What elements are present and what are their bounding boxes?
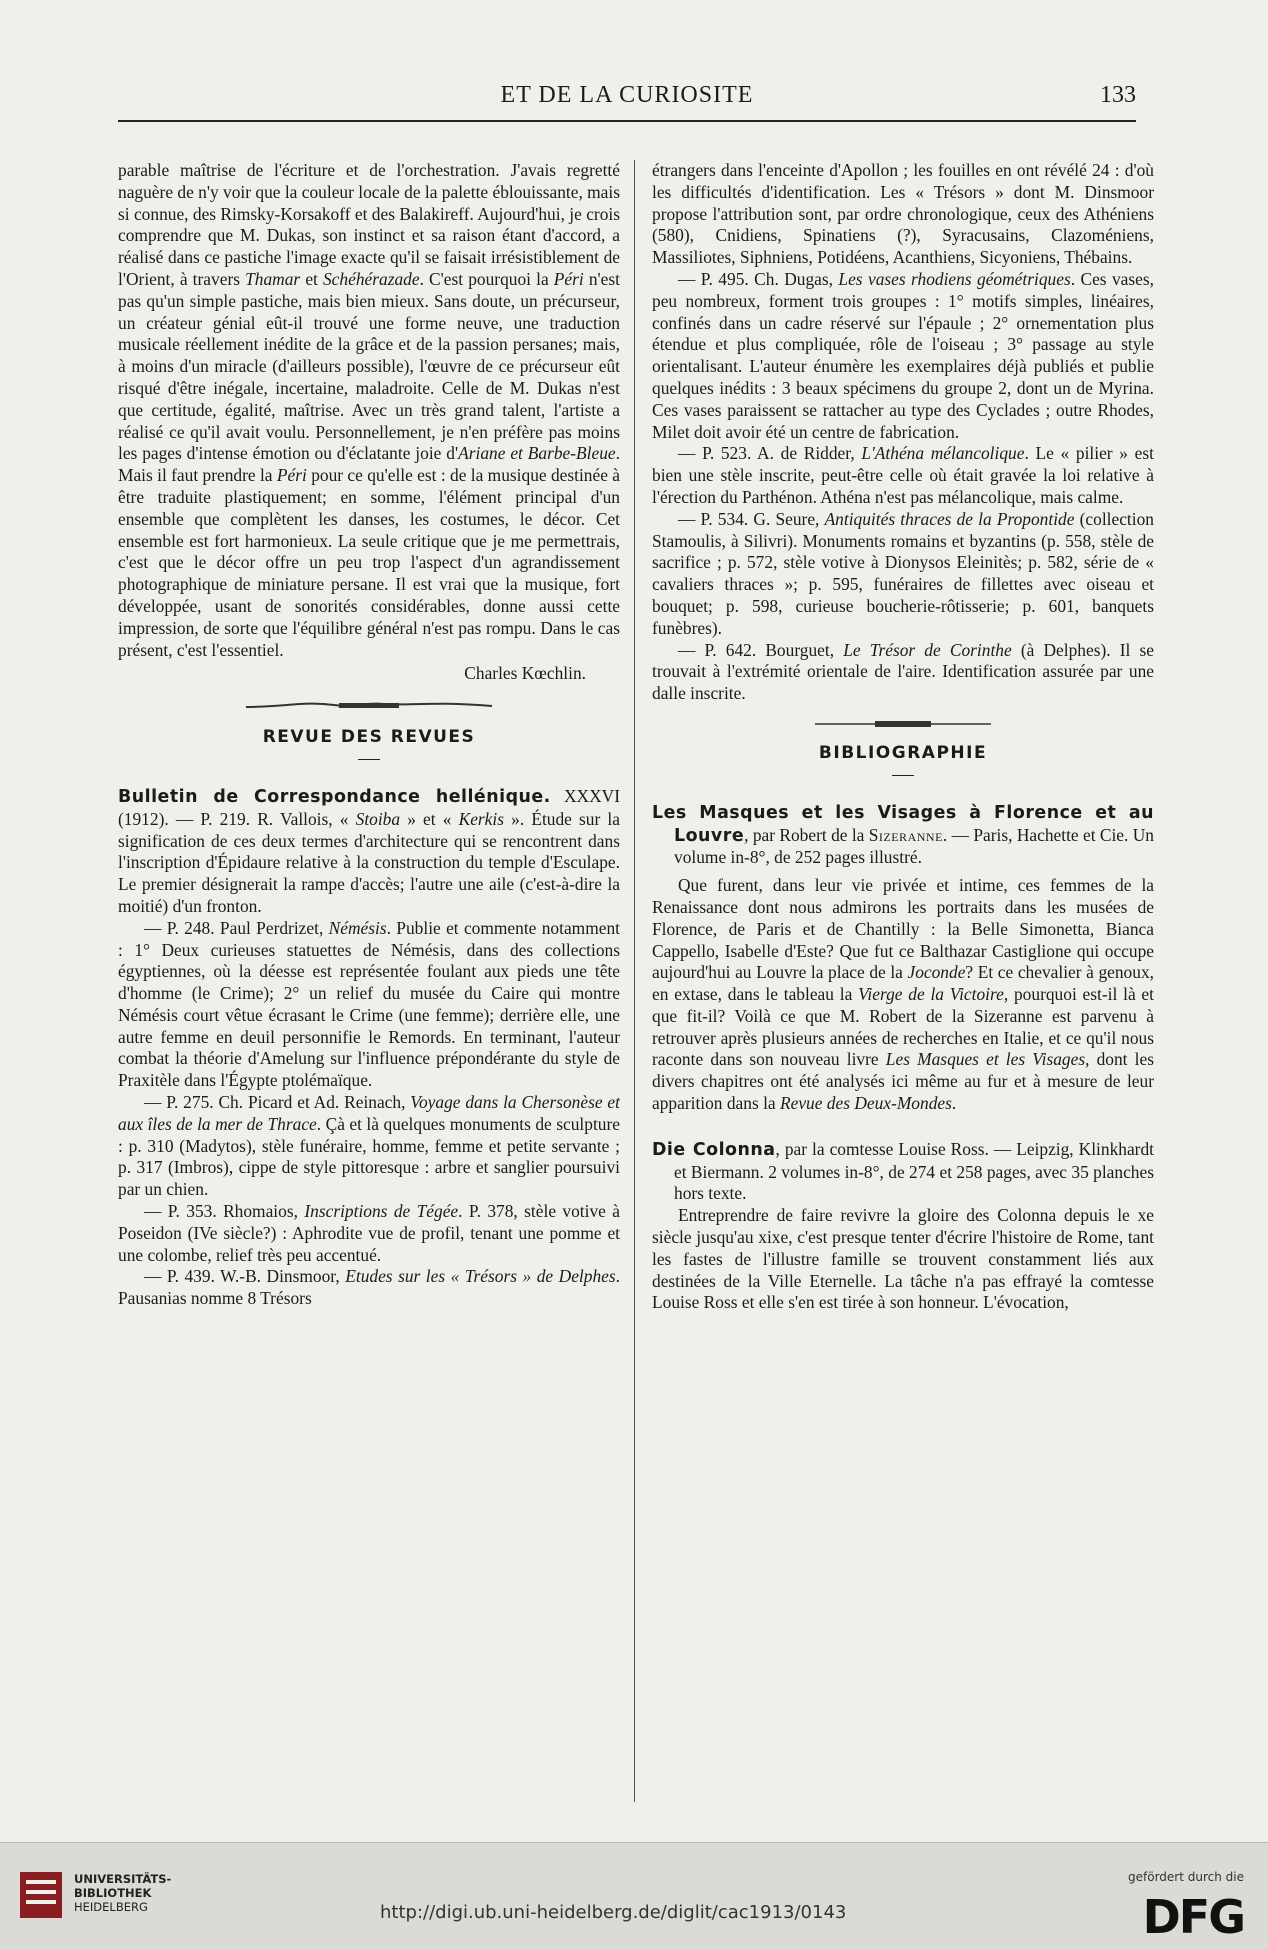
dinsmoor-entry: — P. 439. W.-B. Dinsmoor, Etudes sur les « Trésors » de Delphes. Pausanias nomme 8 Trésors xyxy=(118,1266,620,1309)
running-title: ET DE LA CURIOSITE xyxy=(500,82,754,108)
dugas-entry: — P. 495. Ch. Dugas, Les vases rhodiens géométriques. Ces vases, peu nombreux, forment trois groupes : 1° motifs simples, linéaires, confinés dans un cadre réservé sur l'épaule ; 2° ornementation plus étendue et plus compliquée, rôle de l'oiseau ; 3° passage au style orientalisant. L'auteur énumère les exemplaires déjà publiés et publie quelques inédits : 3 beaux spécimens du groupe 2, dont un de Myrina. Ces vases paraissent se rattacher au type des Cyclades ; outre Rhodes, Milet doit avoir été un centre de fabrication. xyxy=(652,268,1154,442)
section-title-bibliographie: BIBLIOGRAPHIE xyxy=(818,742,988,763)
ridder-entry: — P. 523. A. de Ridder, L'Athéna mélancolique. Le « pilier » est bien une stèle inscrite, peut-être celle où était gravée la loi relative à l'érection du Parthénon. Athéna n'est pas mélancolique, mais calme. xyxy=(652,443,1154,507)
colonna-heading: Die Colonna, par la comtesse Louise Ross. — Leipzig, Klinkhardt et Biermann. 2 volumes in-8°, de 274 et 258 pages, avec 35 planches hors texte. xyxy=(652,1138,1154,1204)
perdrizet-entry: — P. 248. Paul Perdrizet, Némésis. Publie et commente notamment : 1° Deux curieuses statuettes de Némésis, dans des collections égyptiennes, où la déesse est représentée foulant aux pieds une tête d'homme (le Crime); 2° un relief du musée du Caire qui montre Némésis court vêtue écrasant le Crime (une femme); derrière elle, une autre femme en deuil personnifie le Remords. En terminant, l'auteur combat la théorie d'Amelung sur l'influence prépondérante du style de Praxitèle dans l'Égypte ptolémaïque. xyxy=(118,917,620,1091)
source-url-link[interactable]: http://digi.ub.uni-heidelberg.de/diglit/cac1913/0143 xyxy=(380,1902,847,1923)
bch-entry: Bulletin de Correspondance hellénique. XXXVI (1912). — P. 219. R. Vallois, « Stoiba » et « Kerkis ». Étude sur la signification de ces deux termes d'architecture qui se rencontrent dans l'inscription d'Épidaure relative à la construction du temple d'Esculape. Le premier désignerait la rampe d'accès; l'autre une aile (c'est-à-dire la moitié) d'un fronton. xyxy=(118,785,620,916)
seure-entry: — P. 534. G. Seure, Antiquités thraces de la Propontide (collection Stamoulis, à Silivri). Monuments romains et byzantins (p. 558, stèle de sacrifice ; p. 572, stèle votive à Dionysos Eleinitès; p. 582, série de « cavaliers thraces »; p. 595, funéraires de fillettes avec oiseau et bouquet; p. 598, curieuse boucherie-rôtisserie; p. 601, banquets funèbres). xyxy=(652,508,1154,638)
title-dash xyxy=(358,759,380,760)
ornament-divider-icon xyxy=(244,699,494,713)
music-review-paragraph: parable maîtrise de l'écriture et de l'orchestration. J'avais regretté naguère de n'y voir que la couleur locale de la palette éblouissante, mais si connue, des Rimsky-Korsakoff et des Balakireff. Aujourd'hui, je crois comprendre que M. Dukas, son instinct et sa raison étant d'accord, a réalisé dans ce pastiche l'image exacte qu'il se faisait irrésistiblement de l'Orient, à travers Thamar et Schéhérazade. C'est pourquoi la Péri n'est pas qu'un simple pastiche, mais bien mieux. Sans doute, un précurseur, un créateur génial eût-il trouvé une forme neuve, une traduction musicale réellement inédite de la grâce et de la passion persanes; mais, à moins d'un miracle (d'ailleurs possible), l'œuvre de ce précurseur eût risqué d'être inégale, incertaine, maladroite. Celle de M. Dukas n'est que certitude, égalité, maîtrise. Avec un très grand talent, l'artiste a réalisé ce qu'il avait voulu. Personnellement, je n'en préfère pas moins les pages d'intense émotion ou d'éclatante joie d'Ariane et Barbe-Bleue. Mais il faut prendre la Péri pour ce qu'elle est : de la musique destinée à être traduite plastiquement; en somme, l'élément principal d'un ensemble que complètent les danses, les costumes, le décor. Cet ensemble est fort harmonieux. La seule critique que je me permettrais, c'est que le décor offre un peu trop l'aspect d'un agrandissement photographique de miniature persane. Il est vrai que la musique, fort développée, usant de sonorités considérables, donne aussi cette impression, de sorte que l'équilibre général n'est pas rompu. Dans le cas présent, c'est l'essentiel. xyxy=(118,160,621,660)
left-column xyxy=(118,160,620,1310)
library-seal-icon xyxy=(18,1870,64,1920)
digitization-footer xyxy=(0,1842,1268,1950)
section-title-revue: REVUE DES REVUES xyxy=(262,727,476,748)
masques-heading: Les Masques et les Visages à Florence et au Louvre, par Robert de la Sizeranne. — Paris, Hachette et Cie. Un volume in-8°, de 252 pages illustré. xyxy=(652,802,1154,868)
bourguet-entry: — P. 642. Bourguet, Le Trésor de Corinthe (à Delphes). Il se trouvait à l'extrémité orientale de l'aire. Identification assurée par une dalle inscrite. xyxy=(652,639,1154,704)
author-signature: Charles Kœchlin. xyxy=(464,663,586,684)
column-divider xyxy=(634,160,635,1802)
colonna-review: Entreprendre de faire revivre la gloire des Colonna depuis le xe siècle jusqu'au xixe, c'est presque tenter d'écrire l'histoire de Rome, tant les fastes de l'illustre famille se trouvent constamment liés aux destinées de la Ville Eternelle. La tâche n'a pas effrayé la comtesse Louise Ross et elle s'en est tirée à son honneur. L'évocation, xyxy=(652,1205,1154,1313)
title-dash xyxy=(892,775,914,776)
ornament-rule-icon xyxy=(813,719,993,729)
masques-review: Que furent, dans leur vie privée et intime, ces femmes de la Renaissance dont nous admirons les portraits dans les musées de Florence, de Paris et de Chantilly : la Belle Simonetta, Bianca Cappello, Isabelle d'Este? Que fut ce Balthazar Castiglione qui occupe aujourd'hui au Louvre la place de la Joconde? Et ce chevalier à genoux, en extase, dans le tableau la Vierge de la Victoire, pourquoi est-il là et que fit-il? Voilà ce que M. Robert de la Sizeranne est parvenu à retrouver après plusieurs années de recherches en Italie, et ce qu'il nous raconte dans son nouveau livre Les Masques et les Visages, dont les divers chapitres ont été analysés ici même au fur et à mesure de leur apparition dans la Revue des Deux-Mondes. xyxy=(652,875,1154,1114)
right-column xyxy=(652,160,1154,1314)
page-number: 133 xyxy=(1100,82,1136,108)
dinsmoor-continued: étrangers dans l'enceinte d'Apollon ; les fouilles en ont révélé 24 : d'où les difficultés d'identification. Les « Trésors » dont M. Dinsmoor propose l'attribution sont, par ordre chronologique, ceux des Athéniens (580), Cnidiens, Spinatiens (?), Syracusains, Clazoméniens, Massiliotes, Siphniens, Potidéens, Acanthiens, Sicyoniens, Thébains. xyxy=(652,160,1154,268)
dfg-logo: DFG xyxy=(1142,1890,1244,1944)
header-rule xyxy=(118,120,1136,122)
rhomaios-entry: — P. 353. Rhomaios, Inscriptions de Tégée. P. 378, stèle votive à Poseidon (IVe siècle?) : Aphrodite vue de profil, tenant une pomme et une colombe, relief très peu accentué. xyxy=(118,1201,620,1265)
funding-caption: gefördert durch die xyxy=(1128,1870,1244,1884)
picard-entry: — P. 275. Ch. Picard et Ad. Reinach, Voyage dans la Chersonèse et aux îles de la mer de Thrace. Çà et là quelques monuments de sculpture : p. 310 (Madytos), stèle funéraire, homme, femme et petite servante ; p. 317 (Imbros), cippe de style pittoresque : arbre et sanglier poursuivi par un chien. xyxy=(118,1092,620,1200)
running-header xyxy=(118,78,1136,118)
library-name: UNIVERSITÄTS- BIBLIOTHEK HEIDELBERG xyxy=(74,1872,172,1914)
